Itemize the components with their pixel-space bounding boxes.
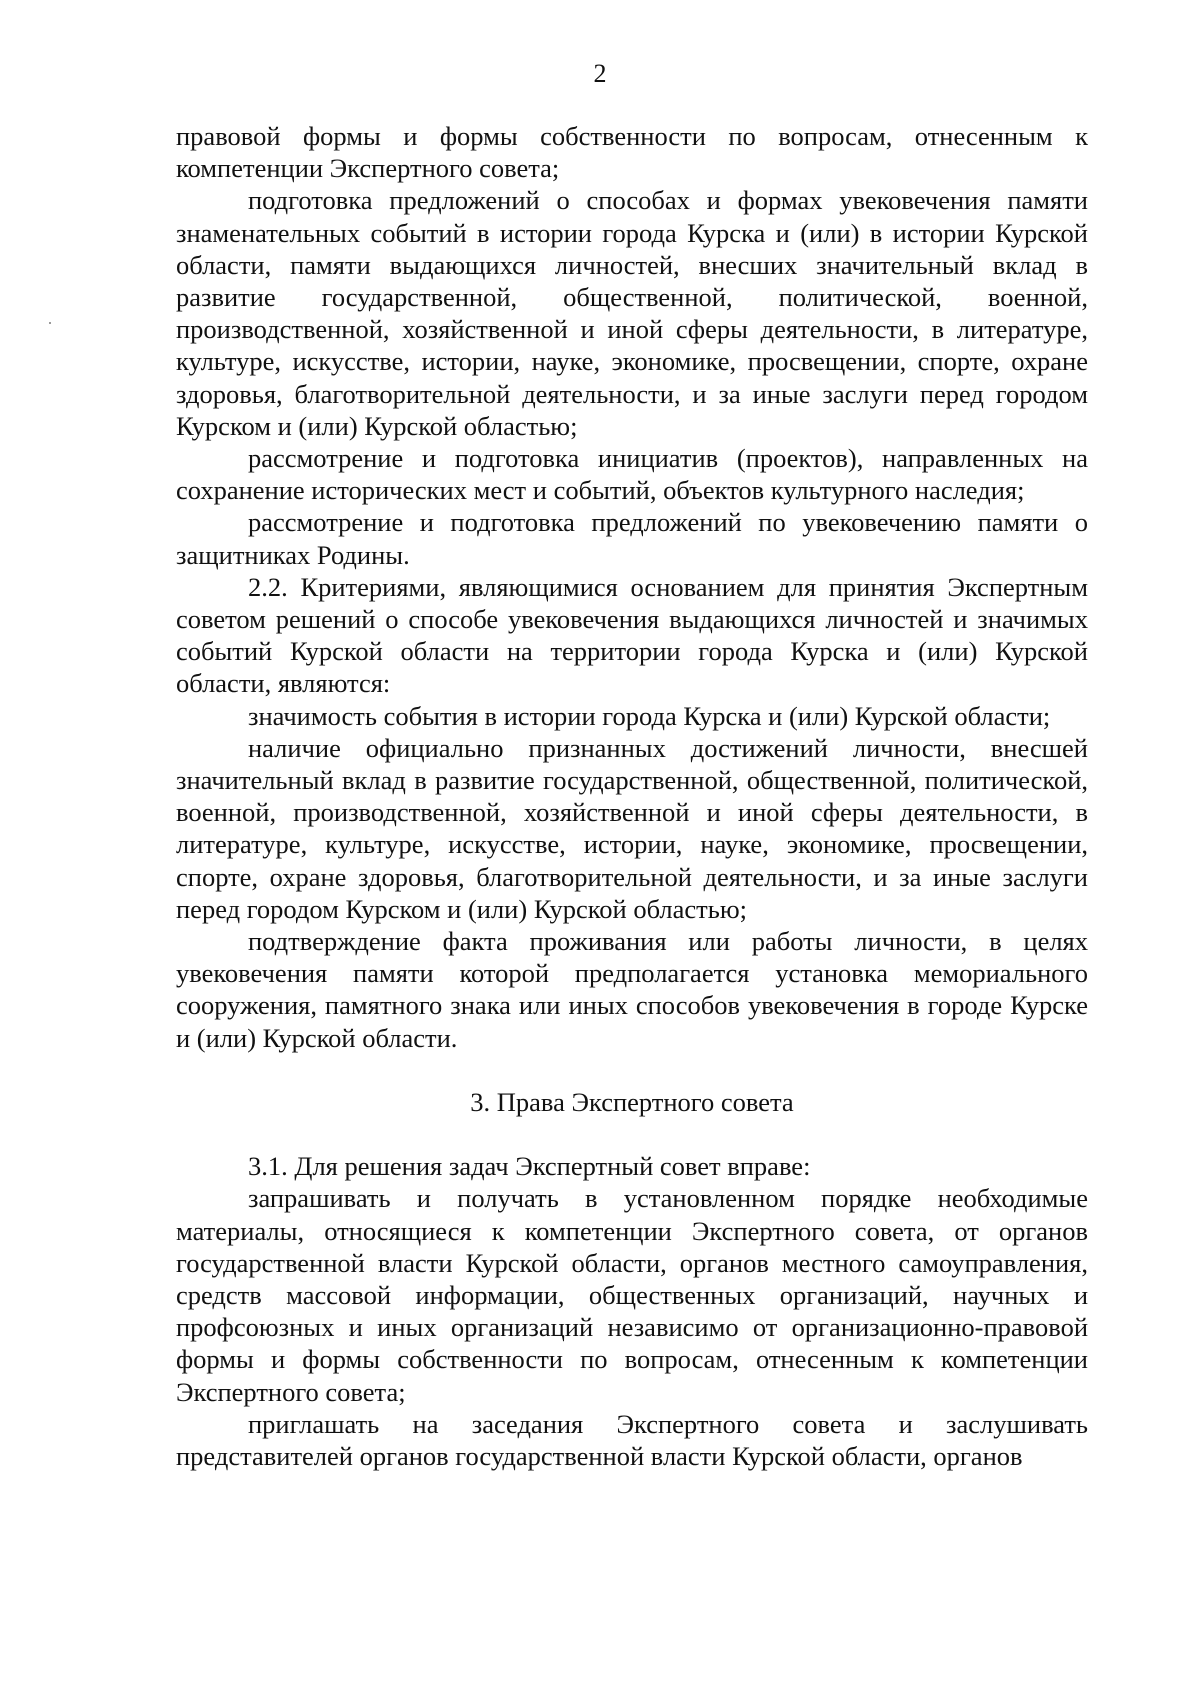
paragraph-defenders: рассмотрение и подготовка предложений по увековечению памяти о защитниках Родины. bbox=[176, 507, 1088, 570]
paragraph-achievements: наличие официально признанных достижений личности, внесшей значительный вклад в развитие государственной, общественной, политической, военной, производственной, хозяйственной и иной сферы деятельности, в литературе, культуре, искусстве, истории, науке, экономике, просвещении, спорте, охране здоровья, благотворительной деятельности, и за иные заслуги перед городом Курском и (или) Курской областью; bbox=[176, 732, 1088, 924]
paragraph-residence-confirmation: подтверждение факта проживания или работы личности, в целях увековечения памяти которой предполагается установка мемориального сооружения, памятного знака или иных способов увековечения в городе Курске и (или) Курской области. bbox=[176, 926, 1088, 1053]
paragraph-initiatives: рассмотрение и подготовка инициатив (проектов), направленных на сохранение исторических мест и событий, объектов культурного наследия; bbox=[176, 443, 1088, 506]
paragraph-request-materials: запрашивать и получать в установленном порядке необходимые материалы, относящиеся к компетенции Экспертного совета, от органов государственной власти Курской области, органов местного самоуправления, средств массовой информации, общественных организаций, научных и профсоюзных и иных организаций независимо от организационно-правовой формы и формы собственности по вопросам, отнесенным к компетенции Экспертного совета; bbox=[176, 1183, 1088, 1407]
paragraph-event-significance: значимость события в истории города Курска и (или) Курской области; bbox=[248, 700, 1051, 731]
paragraph-memorial-proposals: подготовка предложений о способах и формах увековечения памяти знаменательных событий в истории города Курска и (или) в истории Курской области, памяти выдающихся личностей, внесших значительный вклад в развитие государственной, общественной, политической, военной, производственной, хозяйственной и иной сферы деятельности, в литературе, культуре, искусстве, истории, науке, экономике, просвещении, спорте, охране здоровья, благотворительной деятельности, и за иные заслуги перед городом Курском и (или) Курской областью; bbox=[176, 185, 1088, 441]
paragraph-criteria-2-2: 2.2. Критериями, являющимися основанием для принятия Экспертным советом решений о способе увековечения выдающихся личностей и значимых событий Курской области на территории города Курска и (или) Курской области, являются: bbox=[176, 571, 1088, 699]
page-number: 2 bbox=[593, 59, 607, 88]
paragraph-3-1: 3.1. Для решения задач Экспертный совет вправе: bbox=[248, 1151, 811, 1182]
document-body bbox=[176, 120, 1088, 1472]
section-heading-rights: 3. Права Экспертного совета bbox=[470, 1086, 794, 1117]
paragraph-continuation: правовой формы и формы собственности по вопросам, отнесенным к компетенции Экспертного совета; bbox=[176, 121, 1088, 184]
paragraph-invite-representatives: приглашать на заседания Экспертного совета и заслушивать представителей органов государственной власти Курской области, органов bbox=[176, 1408, 1088, 1471]
scan-dot-mark bbox=[49, 322, 51, 324]
